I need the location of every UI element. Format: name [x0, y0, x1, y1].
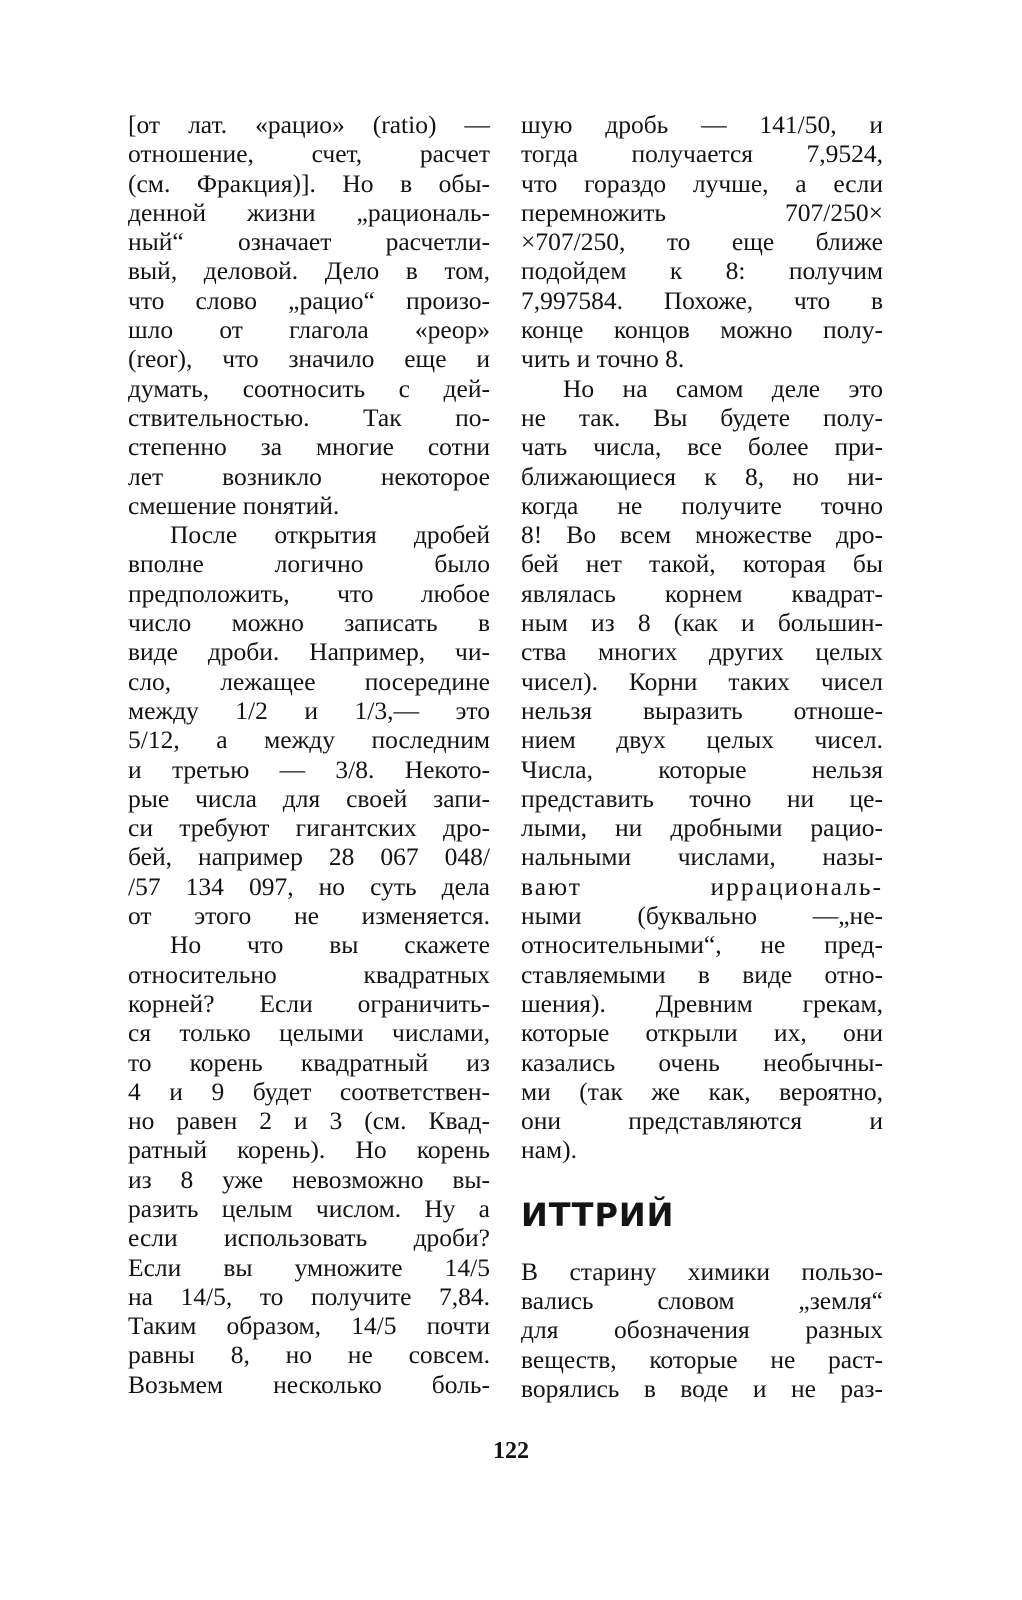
text-line: ными (буквально —„не- [521, 901, 883, 931]
text-line: Если вы умножите 14/5 [128, 1252, 490, 1282]
text-line: сло, лежащее посередине [128, 666, 490, 696]
text-line: относительными“, не пред- [521, 930, 883, 960]
right-column [521, 110, 883, 1403]
text-line: лет возникло некоторое [128, 461, 490, 491]
text-line: вают иррациональ- [521, 871, 883, 901]
text-line: /57 134 097, но суть дела [128, 871, 490, 901]
text-line: ства многих других целых [521, 637, 883, 667]
text-line: ×707/250, то еще ближе [521, 227, 883, 257]
text-line: бей нет такой, которая бы [521, 549, 883, 579]
text-line: шую дробь — 141/50, и [521, 110, 883, 139]
text-line: (reor), что значило еще и [128, 344, 490, 374]
text-line: ный“ означает расчетли- [128, 227, 490, 257]
text-line: денной жизни „рациональ- [128, 197, 490, 227]
text-line: Но что вы скажете [170, 930, 490, 960]
text-line: что слово „рацио“ произо- [128, 285, 490, 315]
text-line: рые числа для своей запи- [128, 783, 490, 813]
text-line: то корень квадратный из [128, 1047, 490, 1077]
text-line: корней? Если ограничить- [128, 988, 490, 1018]
text-line: бей, например 28 067 048/ [128, 842, 490, 872]
text-line: 5/12, а между последним [128, 725, 490, 755]
text-line: (см. Фракция)]. Но в обы- [128, 168, 490, 198]
text-line: отношение, счет, расчет [128, 139, 490, 169]
text-line: являлась корнем квадрат- [521, 578, 883, 608]
text-line: ставляемыми в виде отно- [521, 959, 883, 989]
text-line: число можно записать в [128, 608, 490, 638]
text-line: для обозначения разных [521, 1315, 883, 1345]
text-line: представить точно ни це- [521, 783, 883, 813]
left-column [128, 110, 490, 1399]
text-line: от этого не изменяется. [128, 901, 490, 931]
text-line: если использовать дроби? [128, 1223, 490, 1253]
text-line: 4 и 9 будет соответствен- [128, 1076, 490, 1106]
text-line: разить целым числом. Ну а [128, 1193, 490, 1223]
text-line: равны 8, но не совсем. [128, 1340, 490, 1370]
text-line: Возьмем несколько боль- [128, 1369, 490, 1399]
text-line: шения). Древним грекам, [521, 988, 883, 1018]
text-line: относительно квадратных [128, 959, 490, 989]
page-number: 122 [493, 1438, 529, 1464]
text-line: из 8 уже невозможно вы- [128, 1164, 490, 1194]
text-line: предположить, что любое [128, 578, 490, 608]
text-line: не так. Вы будете полу- [521, 402, 883, 432]
text-line: чисел). Корни таких чисел [521, 666, 883, 696]
text-line: чать числа, все более при- [521, 432, 883, 462]
text-line: ворялись в воде и не раз- [521, 1373, 883, 1403]
text-line: смешение понятий. [128, 490, 340, 520]
text-line: виде дроби. Например, чи- [128, 637, 490, 667]
text-line: ратный корень). Но корень [128, 1135, 490, 1165]
text-line: и третью — 3/8. Некото- [128, 754, 490, 784]
text-line: думать, соотносить с дей- [128, 373, 490, 403]
text-line: 7,997584. Похоже, что в [521, 285, 883, 315]
text-line: 8! Во всем множестве дро- [521, 520, 883, 550]
text-line: ным из 8 (как и большин- [521, 608, 883, 638]
text-line: когда не получите точно [521, 490, 883, 520]
text-line: нием двух целых чисел. [521, 725, 883, 755]
text-line: степенно за многие сотни [128, 432, 490, 462]
text-line: они представляются и [521, 1106, 883, 1136]
text-line: лыми, ни дробными рацио- [521, 813, 883, 843]
text-line: ми (так же как, вероятно, [521, 1076, 883, 1106]
section-heading: ИТТРИЙ [521, 1195, 675, 1234]
text-line: конце концов можно полу- [521, 315, 883, 345]
text-line: между 1/2 и 1/3,— это [128, 695, 490, 725]
text-line: ближающиеся к 8, но ни- [521, 461, 883, 491]
text-line: но равен 2 и 3 (см. Квад- [128, 1106, 490, 1136]
text-line: нам). [521, 1135, 577, 1165]
text-line: ся только целыми числами, [128, 1018, 490, 1048]
text-line: нельзя выразить отноше- [521, 695, 883, 725]
text-line: Числа, которые нельзя [521, 754, 883, 784]
text-line: веществ, которые не раст- [521, 1344, 883, 1374]
text-line: [от лат. «рацио» (ratio) — [128, 110, 490, 139]
text-line: казались очень необычны- [521, 1047, 883, 1077]
text-line: что гораздо лучше, а если [521, 168, 883, 198]
text-line: Таким образом, 14/5 почти [128, 1311, 490, 1341]
text-line: вый, деловой. Дело в том, [128, 256, 490, 286]
text-line: После открытия дробей [170, 520, 490, 550]
text-line: которые открыли их, они [521, 1018, 883, 1048]
text-line: Но на самом деле это [563, 373, 883, 403]
text-line: перемножить 707/250× [521, 197, 883, 227]
text-line: тогда получается 7,9524, [521, 139, 883, 169]
text-line: чить и точно 8. [521, 344, 685, 374]
text-line: шло от глагола «реор» [128, 315, 490, 345]
text-line: вались словом „земля“ [521, 1285, 883, 1315]
text-line: си требуют гигантских дро- [128, 813, 490, 843]
text-line: В старину химики пользо- [521, 1256, 883, 1286]
text-line: вполне логично было [128, 549, 490, 579]
text-line: подойдем к 8: получим [521, 256, 883, 286]
text-line: на 14/5, то получите 7,84. [128, 1281, 490, 1311]
text-line: ствительностью. Так по- [128, 402, 490, 432]
text-line: нальными числами, назы- [521, 842, 883, 872]
